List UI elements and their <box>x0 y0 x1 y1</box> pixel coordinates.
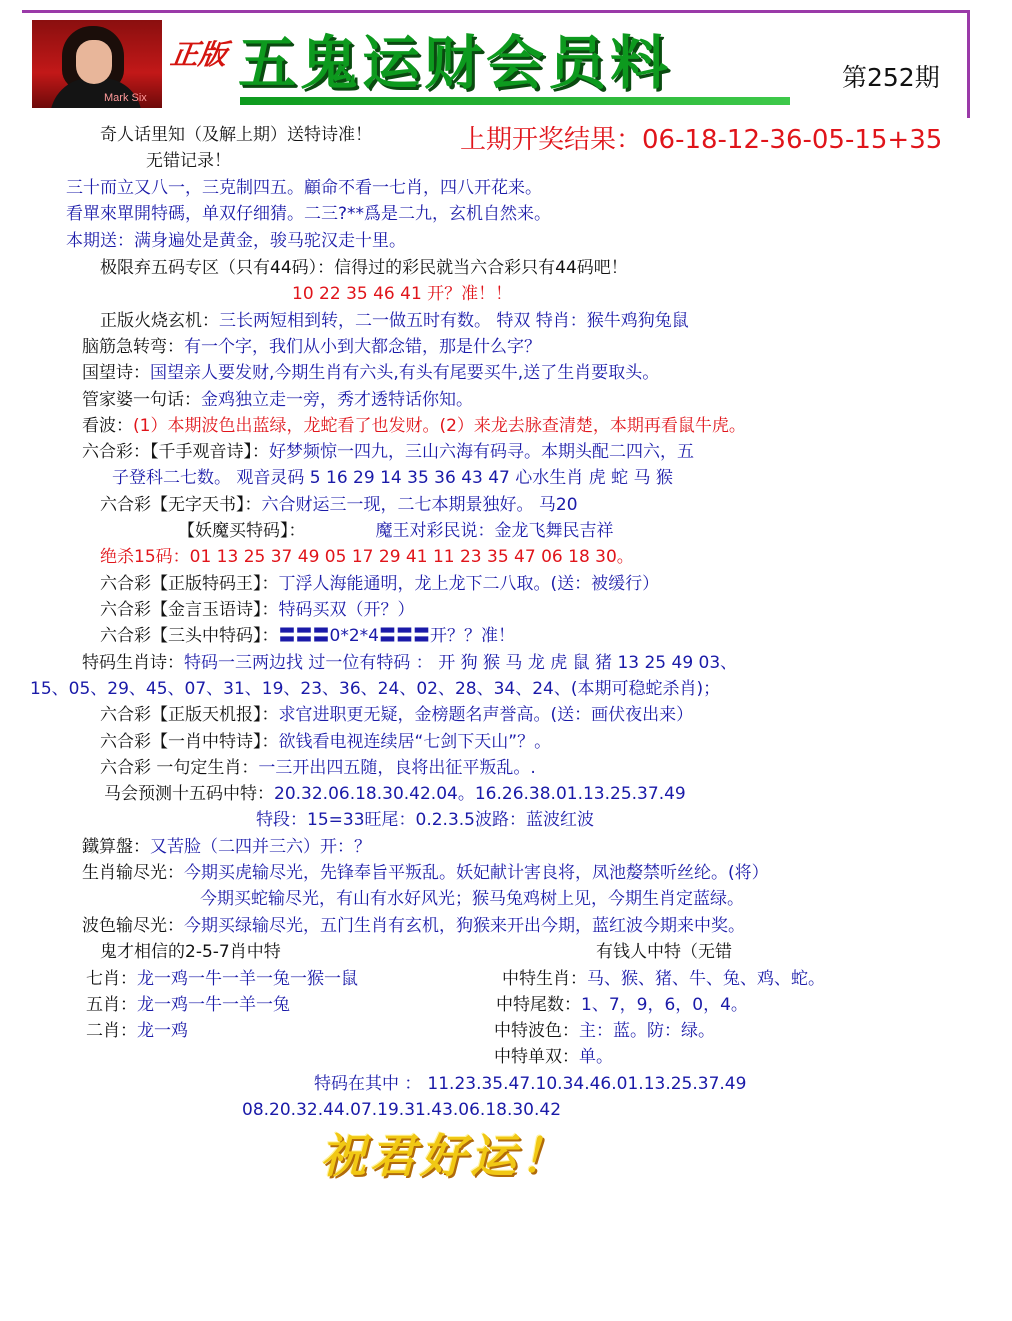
line-content: 金鸡独立走一旁，秀才透特话你知。 <box>201 390 473 410</box>
text-line <box>82 362 659 384</box>
line-label: 【妖魔买特码】： <box>178 521 306 541</box>
text-line <box>82 441 694 463</box>
poem-line: 本期送：满身遍处是黄金，骏马驼汉走十里。 <box>66 231 406 251</box>
line-content: 一三开出四五随，良将出征平叛乱。. <box>258 758 536 778</box>
issue-number: 第252期 <box>842 63 940 92</box>
text-line <box>82 415 746 437</box>
special-numbers-line <box>314 1073 746 1095</box>
line-content: 〓〓〓0*2*4〓〓〓开？？准！ <box>278 626 515 646</box>
line-label: 管家婆一句话： <box>82 390 201 410</box>
text-line: 子登科二七数。 观音灵码 5 16 29 14 35 36 43 47 心水生肖 虎 蛇 马 猴 <box>112 468 673 488</box>
seven-zodiac-line <box>86 968 358 990</box>
winning-zodiac-line <box>502 968 825 990</box>
text-line <box>100 625 515 647</box>
intro-line: 奇人话里知（及解上期）送特诗准！ <box>100 125 372 145</box>
line-content: 丁浮人海能通明，龙上龙下二八取。(送：被缓行） <box>278 574 660 594</box>
line-label: 看波： <box>82 416 133 436</box>
line-content: 1、7，9，6，0，4。 <box>581 995 748 1015</box>
line-label: 二肖： <box>86 1021 137 1041</box>
text-line: 今期买蛇输尽光，有山有水好风光；猴马兔鸡树上见，今期生肖定蓝绿。 <box>200 889 744 909</box>
text-line <box>100 704 693 726</box>
line-content: 龙一鸡 <box>137 1021 188 1041</box>
line-label: 六合彩【正版天机报】： <box>100 705 279 725</box>
special-numbers-line-2: 08.20.32.44.07.19.31.43.06.18.30.42 <box>242 1100 562 1120</box>
host-photo <box>32 20 162 108</box>
line-label: 六合彩【三头中特码】： <box>100 626 279 646</box>
text-line <box>100 599 415 621</box>
ghost-zodiac-title: 鬼才相信的2-5-7肖中特 <box>100 942 281 962</box>
winning-color-line <box>494 1020 715 1042</box>
line-content: 20.32.06.18.30.42.04。16.26.38.01.13.25.37.49 <box>274 784 686 804</box>
line-label: 六合彩【正版特码王】： <box>100 574 279 594</box>
winning-tail-line <box>496 994 748 1016</box>
text-line <box>104 783 686 805</box>
line-content: 六合财运三一现，二七本期景独好。 马20 <box>261 495 578 515</box>
line-label: 五肖： <box>86 995 137 1015</box>
line-content: 主：蓝。防：绿。 <box>579 1021 715 1041</box>
line-content: 龙一鸡一牛一羊一兔一猴一鼠 <box>137 969 358 989</box>
line-label: 中特生肖： <box>502 969 587 989</box>
line-label: 中特尾数： <box>496 995 581 1015</box>
line-label: 国望诗： <box>82 363 150 383</box>
line-label: 六合彩【金言玉语诗】： <box>100 600 279 620</box>
limit-zone-line: 极限弃五码专区（只有44码）：信得过的彩民就当六合彩只有44码吧！ <box>100 258 628 278</box>
text-line <box>82 836 371 858</box>
text-line <box>178 520 614 542</box>
line-content: 特码一三两边找 过一位有特码 ： 开 狗 猴 马 龙 虎 鼠 猪 13 25 49 03、 <box>184 653 738 673</box>
photo-face <box>76 40 112 84</box>
edition-mark: 正版 <box>168 38 230 71</box>
line-label: 正版火烧玄机： <box>100 311 219 331</box>
page-title: 五鬼运财会员料 <box>238 29 673 97</box>
line-content: 11.23.35.47.10.34.46.01.13.25.37.49 <box>427 1074 747 1094</box>
line-content: 马、猴、猪、牛、兔、鸡、蛇。 <box>587 969 825 989</box>
text-line <box>82 652 737 674</box>
kill-15-numbers: 绝杀15码：01 13 25 37 49 05 17 29 41 11 23 35 47 06 18 30。 <box>100 547 634 567</box>
line-label: 脑筋急转弯： <box>82 337 184 357</box>
line-content: 又苦脸（二四并三六）开：？ <box>150 837 371 857</box>
line-content: (1）本期波色出蓝绿，龙蛇看了也发财。(2）来龙去脉查清楚，本期再看鼠牛虎。 <box>133 416 746 436</box>
text-line: 15、05、29、45、07、31、19、23、36、24、02、28、34、24、(本期可稳蛇杀肖)； <box>30 679 721 699</box>
line-label: 七肖： <box>86 969 137 989</box>
line-label: 中特单双： <box>494 1047 579 1067</box>
line-label: 波色输尽光： <box>82 916 184 936</box>
text-line <box>100 310 689 332</box>
line-content: 龙一鸡一牛一羊一兔 <box>137 995 290 1015</box>
line-label: 特码生肖诗： <box>82 653 184 673</box>
limit-zone-numbers: 10 22 35 46 41 开？准！！ <box>292 284 513 304</box>
blessing-banner: 祝君好运！ <box>320 1129 570 1183</box>
line-content: 欲钱看电视连续居“七剑下天山”？。 <box>278 732 552 752</box>
text-line <box>100 494 578 516</box>
line-content: 国望亲人要发财,今期生肖有六头,有头有尾要买牛,送了生肖要取头。 <box>150 363 660 383</box>
line-label: 六合彩：【千手观音诗】： <box>82 442 269 462</box>
line-content: 有一个字，我们从小到大都念错，那是什么字？ <box>184 337 541 357</box>
text-line <box>82 389 473 411</box>
text-line <box>100 731 551 753</box>
text-line <box>100 573 659 595</box>
rich-man-title: 有钱人中特（无错 <box>596 942 732 962</box>
line-label: 中特波色： <box>494 1021 579 1041</box>
line-content: 魔王对彩民说：金龙飞舞民吉祥 <box>375 521 614 541</box>
text-line: 特段：15=33旺尾：0.2.3.5波路：蓝波红波 <box>256 810 594 830</box>
line-label: 生肖输尽光： <box>82 863 184 883</box>
line-label: 特码在其中 ： <box>314 1074 422 1094</box>
line-label: 六合彩【一肖中特诗】： <box>100 732 279 752</box>
line-content: 今期买虎输尽光，先锋奉旨平叛乱。妖妃献计害良将，凤池嫠禁听丝纶。(将） <box>184 863 769 883</box>
line-content: 求官进职更无疑，金榜题名声誉高。(送：画伏夜出来） <box>278 705 694 725</box>
photo-watermark: Mark Six <box>104 92 147 104</box>
text-line <box>82 862 769 884</box>
line-label: 六合彩【无字天书】： <box>100 495 262 515</box>
line-content: 特码买双（开？） <box>278 600 415 620</box>
line-label: 六合彩 一句定生肖： <box>100 758 259 778</box>
line-label: 鐵算盤： <box>82 837 150 857</box>
line-content: 单。 <box>579 1047 613 1067</box>
text-line <box>82 915 745 937</box>
two-zodiac-line <box>86 1020 188 1042</box>
text-line <box>82 336 541 358</box>
poem-line: 三十而立又八一，三克制四五。顧命不看一七肖，四八开花来。 <box>66 178 542 198</box>
line-content: 好梦频惊一四九，三山六海有码寻。本期头配二四六，五 <box>269 442 694 462</box>
line-label: 马会预测十五码中特： <box>104 784 274 804</box>
poem-line: 看單來單開特碼，单双仔细猜。二三?**爲是二九，玄机自然来。 <box>66 204 552 224</box>
no-error-record: 无错记录！ <box>146 151 231 171</box>
last-result: 上期开奖结果：06-18-12-36-05-15+35 <box>460 125 943 155</box>
line-content: 三长两短相到转，二一做五时有数。 特双 特肖：猴牛鸡狗兔鼠 <box>219 311 689 331</box>
line-content: 今期买绿输尽光，五门生肖有玄机，狗猴来开出今期，蓝红波今期来中奖。 <box>184 916 745 936</box>
title-underline <box>240 97 790 105</box>
winning-odd-even-line <box>494 1046 613 1068</box>
five-zodiac-line <box>86 994 290 1016</box>
text-line <box>100 757 536 779</box>
